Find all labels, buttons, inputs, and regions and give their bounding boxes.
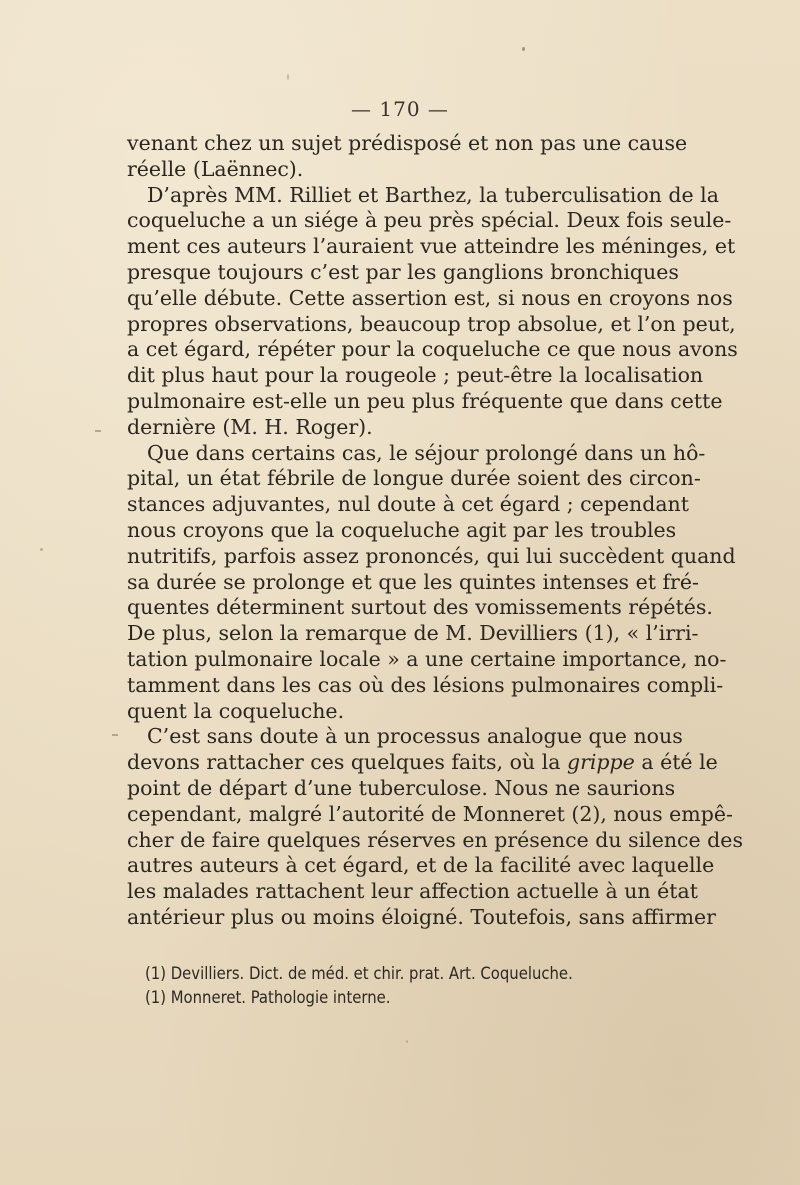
margin-mark — [112, 734, 118, 736]
text-line: venant chez un sujet prédisposé et non pas une cause — [127, 131, 688, 155]
footnote: (1) Monneret. Pathologie interne. — [145, 988, 391, 1007]
margin-mark — [95, 430, 101, 432]
text-line: pulmonaire est-elle un peu plus fréquente que dans cette — [127, 388, 723, 413]
text-line: ment ces auteurs l’auraient vue atteindre les méninges, et — [127, 234, 736, 259]
footnote: (1) Devilliers. Dict. de méd. et chir. prat. Art. Coqueluche. — [145, 964, 573, 983]
paper-speck — [522, 47, 525, 51]
text-line: réelle (Laënnec). — [127, 156, 304, 181]
text-line: a cet égard, répéter pour la coqueluche ce que nous avons — [127, 337, 738, 362]
text-line: presque toujours c’est par les ganglions bronchiques — [127, 259, 679, 284]
text-line: dernière (M. H. Roger). — [127, 414, 373, 439]
text-line: De plus, selon la remarque de M. Devilliers (1), « l’irri- — [127, 621, 699, 646]
text-line: tation pulmonaire locale » a une certaine importance, no- — [127, 646, 727, 671]
text-line: propres observations, beaucoup trop absolue, et l’on peut, — [127, 311, 736, 336]
text-line — [127, 750, 718, 776]
text-line: quent la coqueluche. — [127, 698, 345, 723]
text-line: stances adjuvantes, nul doute à cet égard ; cependant — [127, 492, 689, 517]
paper-speck — [40, 548, 43, 551]
paper-speck — [406, 1040, 408, 1043]
text-line: antérieur plus ou moins éloigné. Toutefois, sans affirmer — [127, 904, 716, 929]
text-line: les malades rattachent leur affection actuelle à un état — [127, 879, 698, 904]
text-line: qu’elle débute. Cette assertion est, si nous en croyons nos — [127, 285, 733, 310]
text-line: dit plus haut pour la rougeole ; peut-être la localisation — [127, 363, 704, 388]
footnotes — [145, 962, 665, 1010]
text-line: C’est sans doute à un processus analogue que nous — [147, 724, 683, 749]
text-line: nous croyons que la coqueluche agit par les troubles — [127, 517, 677, 542]
text-line: Que dans certains cas, le séjour prolongé dans un hô- — [147, 440, 706, 465]
emphasis-word: grippe — [566, 750, 635, 775]
text-line: autres auteurs à cet égard, et de la facilité avec laquelle — [127, 853, 715, 878]
text-line: quentes déterminent surtout des vomissements répétés. — [127, 595, 713, 620]
text-line: nutritifs, parfois assez prononcés, qui lui succèdent quand — [127, 543, 736, 568]
text-line: point de départ d’une tuberculose. Nous ne saurions — [127, 775, 676, 800]
text-line: cependant, malgré l’autorité de Monneret (2), nous empê- — [127, 801, 733, 826]
text-line: cher de faire quelques réserves en présence du silence des — [127, 827, 743, 852]
body-text — [127, 131, 743, 931]
page-number: — 170 — — [351, 97, 449, 121]
text-line: tamment dans les cas où des lésions pulmonaires compli- — [127, 672, 724, 697]
text-line-part: devons rattacher ces quelques faits, où la grippe a été le — [127, 750, 718, 775]
text-line: D’après MM. Rilliet et Barthez, la tuberculisation de la — [147, 182, 719, 207]
text-line: pital, un état fébrile de longue durée soient des circon- — [127, 466, 701, 491]
paper-speck — [287, 74, 289, 80]
text-line: sa durée se prolonge et que les quintes intenses et fré- — [127, 569, 699, 594]
text-line: coqueluche a un siége à peu près spécial. Deux fois seule- — [127, 208, 732, 233]
